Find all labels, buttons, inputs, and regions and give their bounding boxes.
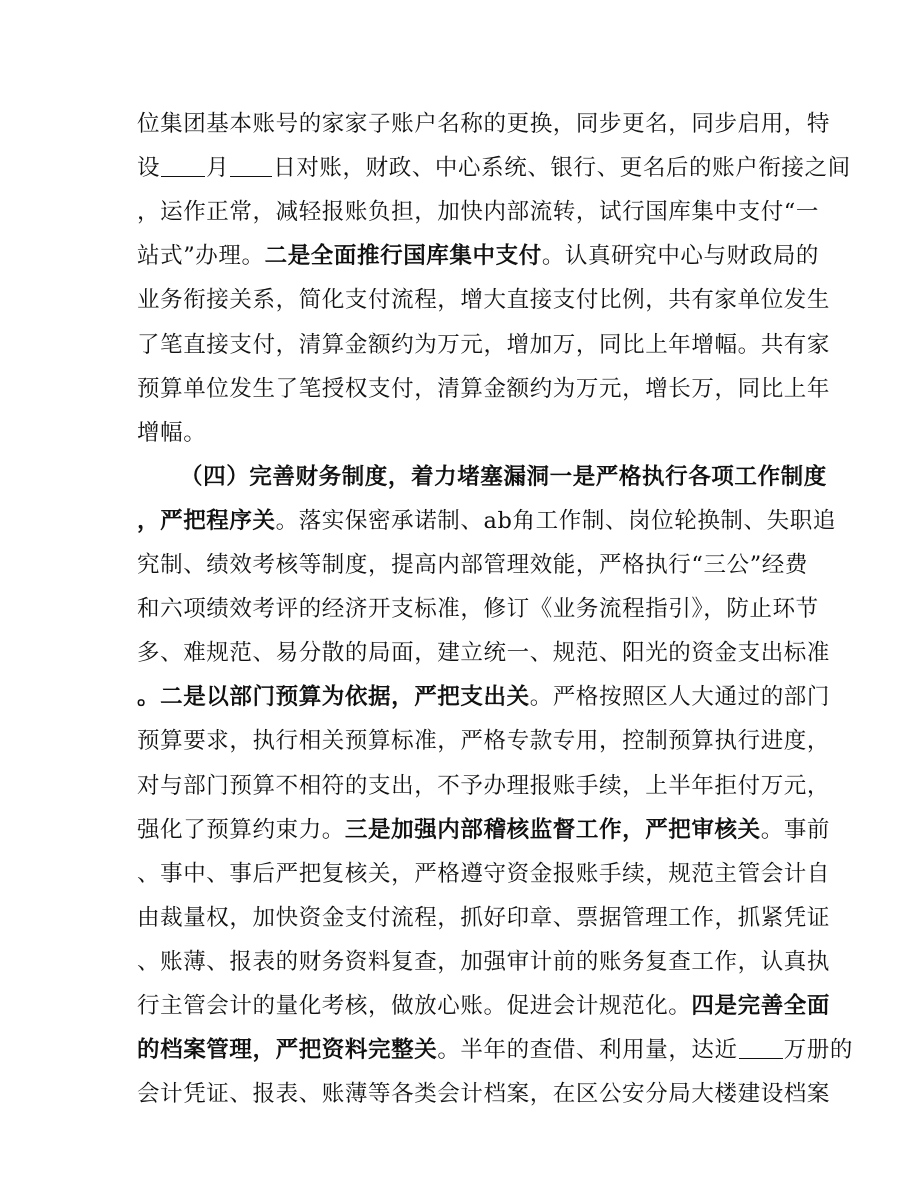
text-segment: 究制、绩效考核等制度，提高内部管理效能，严格执行“三公”经费 bbox=[137, 552, 809, 578]
text-line bbox=[137, 367, 831, 411]
bold-text-segment: 四是完善全面 bbox=[691, 993, 831, 1019]
text-segment: 。落实保密承诺制、ab角工作制、岗位轮换制、失职追 bbox=[275, 507, 836, 534]
text-segment: 了笔直接支付，清算金额约为万元，增加万，同比上年增幅。共有家 bbox=[137, 331, 831, 358]
text-segment: 日对账，财政、中心系统、银行、更名后的账户衔接之间 bbox=[273, 155, 851, 182]
text-line bbox=[137, 278, 831, 322]
text-line bbox=[137, 543, 809, 587]
text-line bbox=[137, 190, 820, 234]
text-line bbox=[137, 940, 831, 984]
text-segment: 月 bbox=[206, 155, 230, 182]
bold-text-segment: 二是全面推行国库集中支付 bbox=[264, 243, 542, 270]
fill-in-blank bbox=[161, 156, 205, 177]
text-segment: 位集团基本账号的家家子账户名称的更换，同步更名，同步启用，特 bbox=[137, 111, 831, 137]
text-line bbox=[137, 323, 831, 367]
text-segment: 。严格按照区人大通过的部门 bbox=[529, 684, 831, 711]
text-line bbox=[137, 234, 820, 278]
text-line bbox=[180, 455, 827, 499]
text-segment: 、事中、事后严把复核关，严格遵守资金报账手续，规范主管会计自 bbox=[137, 860, 831, 887]
text-line bbox=[137, 102, 831, 146]
text-line bbox=[137, 631, 831, 675]
text-line bbox=[137, 146, 851, 190]
text-segment: 。半年的查借、利用量，达近 bbox=[437, 1037, 738, 1064]
text-line bbox=[137, 499, 836, 543]
text-segment: 由裁量权，加快资金支付流程，抓好印章、票据管理工作，抓紧凭证 bbox=[137, 904, 831, 931]
text-line bbox=[137, 764, 831, 808]
bold-text-segment: 。二是以部门预算为依据，严把支出关 bbox=[137, 684, 530, 711]
text-line bbox=[137, 896, 831, 940]
text-segment: 增幅。 bbox=[137, 419, 207, 446]
text-segment: 。认真研究中心与财政局的 bbox=[541, 243, 820, 270]
bold-text-segment: 三是加强内部稽核监督工作，严把审核关 bbox=[344, 816, 761, 843]
text-line bbox=[137, 852, 831, 896]
text-segment: 会计凭证、报表、账薄等各类会计档案，在区公安分局大楼建设档案 bbox=[137, 1081, 831, 1108]
text-segment: 和六项绩效考评的经济开支标准，修订《业务流程指引》，防止环节 bbox=[137, 596, 819, 623]
text-line bbox=[137, 984, 831, 1028]
text-segment: 业务衔接关系，简化支付流程，增大直接支付比例，共有家单位发生 bbox=[137, 287, 831, 314]
text-segment: 行主管会计的量化考核，做放心账。促进会计规范化。 bbox=[137, 993, 692, 1019]
text-segment: 、账薄、报表的财务资料复查，加强审计前的账务复查工作，认真执 bbox=[137, 948, 831, 975]
text-segment: 站式”办理。 bbox=[137, 243, 265, 270]
text-segment: 万册的 bbox=[783, 1037, 853, 1064]
text-segment: 预算要求，执行相关预算标准，严格专款专用，控制预算执行进度， bbox=[137, 728, 831, 755]
text-segment: ，运作正常，减轻报账负担，加快内部流转，试行国库集中支付“一 bbox=[137, 199, 820, 226]
text-line bbox=[137, 719, 831, 763]
text-line bbox=[137, 1028, 853, 1072]
text-line bbox=[137, 808, 831, 852]
text-segment: 对与部门预算不相符的支出，不予办理报账手续，上半年拒付万元， bbox=[137, 772, 831, 799]
text-segment: 。事前 bbox=[760, 816, 831, 843]
bold-text-segment: ，严把程序关 bbox=[137, 507, 276, 534]
fill-in-blank bbox=[230, 156, 272, 177]
text-segment: 多、难规范、易分散的局面，建立统一、规范、阳光的资金支出标准 bbox=[137, 640, 831, 667]
text-segment: 预算单位发生了笔授权支付，清算金额约为万元，增长万，同比上年 bbox=[137, 375, 831, 402]
text-line bbox=[137, 675, 831, 719]
text-line bbox=[137, 587, 819, 631]
text-line bbox=[137, 1072, 831, 1116]
text-segment: 设 bbox=[137, 155, 161, 182]
bold-text-segment: 的档案管理，严把资料完整关 bbox=[137, 1037, 438, 1064]
bold-text-segment: （四）完善财务制度，着力堵塞漏洞一是严格执行各项工作制度 bbox=[180, 463, 827, 490]
text-line bbox=[137, 411, 777, 455]
text-segment: 强化了预算约束力。 bbox=[137, 816, 345, 843]
fill-in-blank bbox=[739, 1038, 783, 1059]
